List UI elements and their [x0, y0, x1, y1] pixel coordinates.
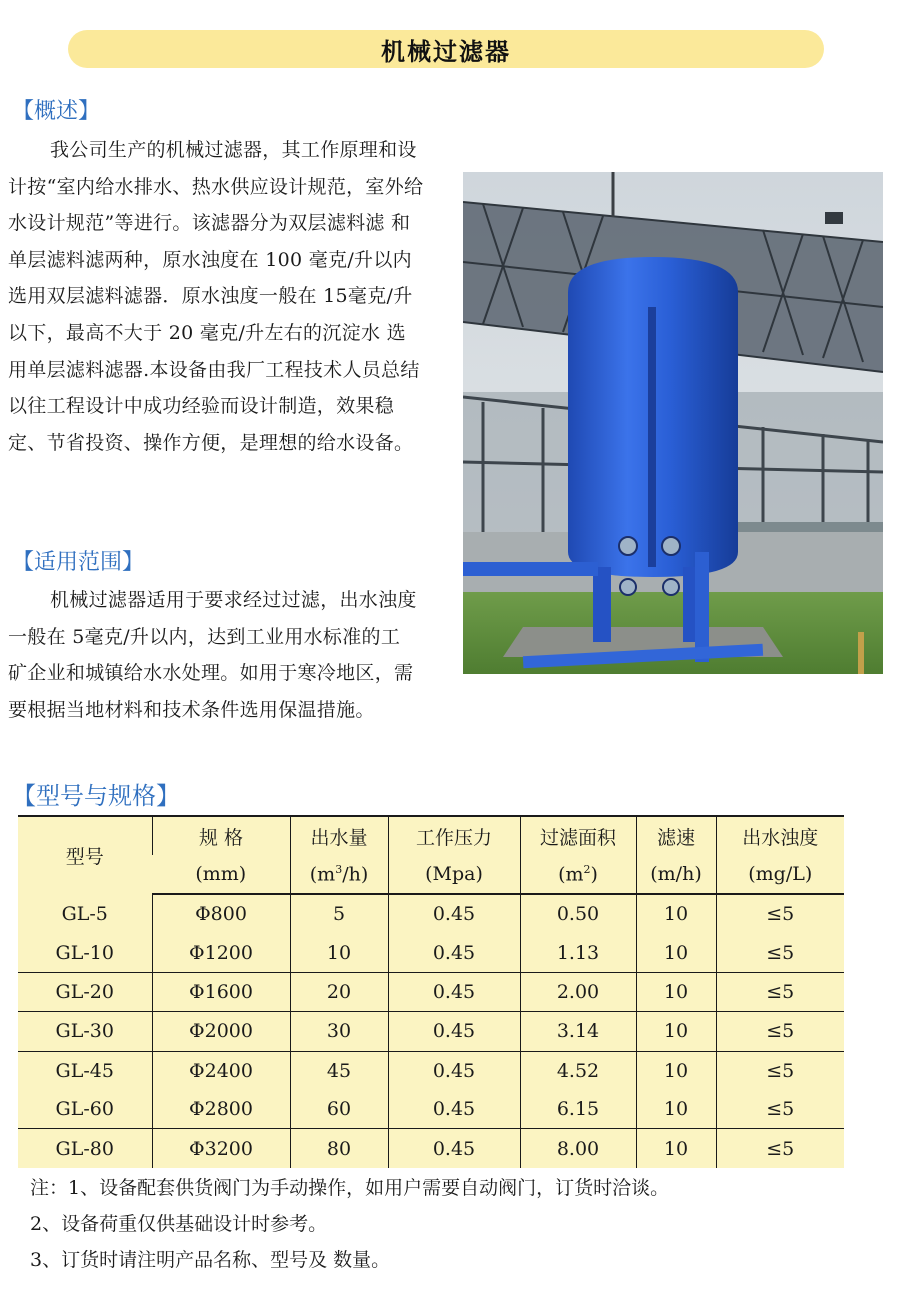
cell-flow: 30 [290, 1012, 388, 1051]
cell-area: 1.13 [520, 933, 636, 972]
col-header-rate: 滤速 [636, 816, 716, 855]
col-header-turbidity: 出水浊度 [716, 816, 844, 855]
cell-rate: 10 [636, 1129, 716, 1168]
filter-tank-photo [463, 172, 883, 674]
col-header-pressure: 工作压力 [388, 816, 520, 855]
scope-text: 机械过滤器适用于要求经过过滤，出水浊度一般在 5毫克/升以内，达到工业用水标准的工矿企业和城镇给水水处理。如用于寒冷地区，需要根据当地材料和技术条件选用保温措施。 [8, 589, 417, 721]
cell-model: GL-60 [18, 1090, 152, 1129]
unit-flow-sup: 3 [335, 862, 343, 876]
cell-flow: 45 [290, 1051, 388, 1090]
table-header-row [18, 816, 844, 855]
cell-turbidity: ≤5 [716, 1012, 844, 1051]
unit-flow [290, 855, 388, 894]
cell-rate: 10 [636, 933, 716, 972]
cell-flow: 10 [290, 933, 388, 972]
cell-size: Φ1200 [152, 933, 290, 972]
spec-table [18, 815, 844, 1168]
cell-turbidity: ≤5 [716, 1129, 844, 1168]
table-row [18, 894, 844, 933]
cell-size: Φ2000 [152, 1012, 290, 1051]
page-title-banner [68, 30, 824, 68]
unit-flow-tail: /h) [342, 863, 369, 886]
table-row [18, 972, 844, 1011]
note-2: 2、设备荷重仅供基础设计时参考。 [30, 1213, 328, 1235]
unit-area-sup: 2 [583, 862, 591, 876]
table-row [18, 1051, 844, 1090]
unit-size: (mm) [152, 855, 290, 894]
note-3: 3、订货时请注明产品名称、型号及 数量。 [30, 1249, 391, 1271]
cell-model: GL-80 [55, 1137, 114, 1160]
cell-flow: 20 [290, 972, 388, 1011]
cell-rate: 10 [636, 1051, 716, 1090]
cell-area: 6.15 [520, 1090, 636, 1129]
note-1: 注：1、设备配套供货阀门为手动操作，如用户需要自动阀门，订货时洽谈。 [30, 1177, 670, 1199]
cell-pressure: 0.45 [388, 894, 520, 933]
scope-heading: 【适用范围】 [12, 550, 145, 575]
cell-size: Φ3200 [152, 1129, 290, 1168]
cell-area: 8.00 [520, 1129, 636, 1168]
cell-turbidity: ≤5 [716, 894, 844, 933]
cell-model: GL-20 [18, 972, 152, 1011]
cell-model: GL-5 [61, 902, 108, 925]
cell-area: 2.00 [520, 972, 636, 1011]
cell-rate: 10 [636, 894, 716, 933]
cell-size: Φ800 [152, 894, 290, 933]
col-header-size: 规 格 [152, 816, 290, 855]
unit-flow-base: (m [309, 863, 336, 886]
col-header-model: 型号 [65, 846, 104, 868]
cell-size: Φ2800 [152, 1090, 290, 1129]
cell-pressure: 0.45 [388, 933, 520, 972]
cell-area: 4.52 [520, 1051, 636, 1090]
specs-heading: 【型号与规格】 [12, 782, 180, 810]
cell-model: GL-10 [18, 933, 152, 972]
cell-size: Φ1600 [152, 972, 290, 1011]
cell-pressure: 0.45 [388, 1012, 520, 1051]
table-row [18, 933, 844, 972]
cell-model: GL-30 [18, 1012, 152, 1051]
unit-area-tail: ) [590, 863, 598, 886]
col-header-area: 过滤面积 [520, 816, 636, 855]
cell-flow: 5 [290, 894, 388, 933]
unit-area-base: (m [558, 863, 584, 886]
cell-turbidity: ≤5 [716, 933, 844, 972]
cell-pressure: 0.45 [388, 1090, 520, 1129]
cell-rate: 10 [636, 1090, 716, 1129]
cell-size: Φ2400 [152, 1051, 290, 1090]
unit-turbidity: (mg/L) [716, 855, 844, 894]
table-row [18, 1090, 844, 1129]
table-row [18, 1129, 844, 1168]
cell-turbidity: ≤5 [716, 1051, 844, 1090]
cell-turbidity: ≤5 [716, 1090, 844, 1129]
overview-heading: 【概述】 [12, 99, 101, 124]
notes [30, 1170, 669, 1278]
unit-area [520, 855, 636, 894]
cell-pressure: 0.45 [388, 1129, 520, 1168]
cell-rate: 10 [636, 1012, 716, 1051]
cell-flow: 60 [290, 1090, 388, 1129]
cell-pressure: 0.45 [388, 1051, 520, 1090]
page-title: 机械过滤器 [381, 37, 511, 66]
cell-area: 3.14 [520, 1012, 636, 1051]
cell-turbidity: ≤5 [716, 972, 844, 1011]
unit-pressure: (Mpa) [388, 855, 520, 894]
unit-rate: (m/h) [636, 855, 716, 894]
cell-pressure: 0.45 [388, 972, 520, 1011]
cell-model: GL-45 [55, 1059, 114, 1082]
table-row [18, 1012, 844, 1051]
cell-area: 0.50 [520, 894, 636, 933]
overview-text: 我公司生产的机械过滤器，其工作原理和设计按“室内给水排水、热水供应设计规范，室外给水设计规范”等进行。该滤器分为双层滤料滤 和单层滤料滤两种，原水浊度在 100 毫克/升以内选用双层滤料滤器．原水浊度一般在 15毫克/升以下，最高不大于 20 毫克/升左右的沉淀水 选用单层滤料滤器.本设备由我厂工程技术人员总结以往工程设计中成功经验而设计制造，效果稳定、节省投资、操作方便，是理想的给水设备。 [8, 139, 424, 454]
cell-flow: 80 [290, 1129, 388, 1168]
col-header-flow: 出水量 [290, 816, 388, 855]
cell-rate: 10 [636, 972, 716, 1011]
